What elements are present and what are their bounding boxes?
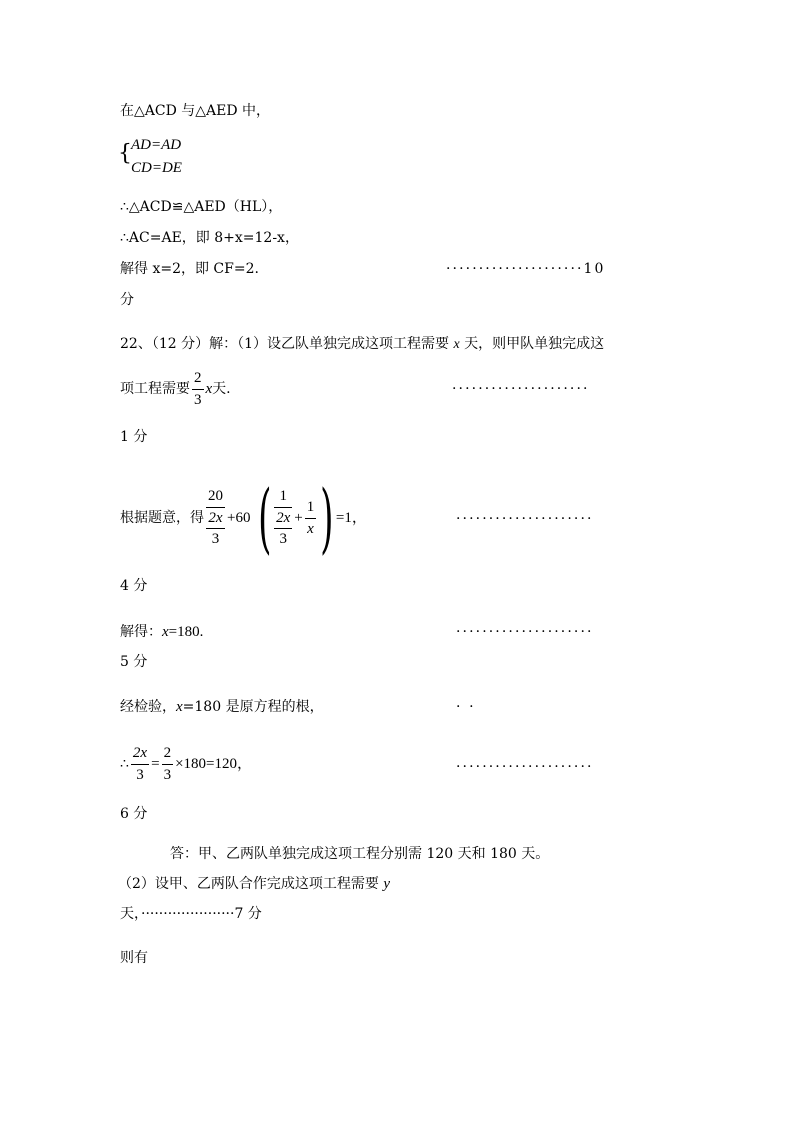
right-paren: ) [320,473,334,562]
answer-part1: 答：甲、乙两队单独完成这项工程分别需 120 天和 180 天。 [170,846,550,862]
line-congruence: ∴△ACD≌△AED（HL）， [120,199,283,215]
score-6: 6 分 [120,806,148,822]
denominator-compound [206,510,224,548]
line-ac-ae: ∴AC=AE，即 8+x=12-x， [120,230,299,246]
fraction-2-over-3-result [162,745,174,783]
equation-cd: CD=DE [131,160,182,176]
line-jia-result [120,745,252,783]
numerator-2x-b: 2x [276,509,291,526]
solution-pre: 解得： [120,624,162,640]
score-5: 5 分 [120,654,148,670]
plus-sign: + [294,509,303,526]
fraction-2x-over-3 [206,510,224,548]
numerator-1a: 1 [279,488,287,505]
part2-var-y: y [383,876,391,892]
score-dots-4: ····················· [456,511,594,527]
equals-sign: = [151,755,160,772]
fraction-1-over-2x3 [274,488,292,548]
numerator-20: 20 [208,488,223,505]
verification-post: =180 是原方程的根， [182,699,324,715]
fraction-numerator: 2 [194,370,202,386]
line-verification [120,700,324,715]
part2-pre: （2）设甲、乙两队合作完成这项工程需要 [118,876,379,892]
numerator-2x: 2x [208,509,223,526]
score-dots-10: ·····················10 [446,261,606,277]
equals-one: =1， [335,509,367,526]
result-numerator-2: 2 [163,745,172,761]
score-dots-6: ····················· [456,759,594,775]
fraction-1-over-x [305,499,317,537]
fraction-denominator: 3 [194,391,202,408]
fraction-20-over-2x3 [206,488,225,548]
therefore-sign: ∴ [120,756,129,772]
system-brace: { [118,141,132,166]
score-dots-partial: · · [456,699,476,715]
line-triangle-intro: 在△ACD 与△AED 中， [120,103,271,119]
score-1: 1 分 [120,429,148,445]
denominator-3: 3 [211,531,220,548]
line-solution [120,625,203,640]
left-paren: ( [258,473,272,562]
result-product: ×180=120， [175,755,252,772]
line-jia-days [120,370,231,408]
denominator-x: x [307,520,314,537]
verification-pre: 经检验， [120,699,176,715]
score-unit: 分 [120,292,134,308]
verification-var-x: x [176,699,183,715]
jia-days-post: 天. [212,381,231,397]
score-dots-1: ····················· [452,381,590,397]
solution-var-x: x [162,624,169,640]
score-4: 4 分 [120,578,148,594]
fraction-2x-over-3-b [274,510,292,548]
solution-value: =180. [168,624,204,640]
q22-tail-text: 天，则甲队单独完成这 [464,336,605,352]
result-denominator-3b: 3 [163,766,172,783]
line-then: 则有 [120,950,148,966]
jia-days-pre: 项工程需要 [120,381,190,397]
jia-days-var-x: x [205,380,213,397]
score-dots-5: ····················· [456,624,594,640]
numerator-1b: 1 [306,499,315,515]
result-numerator-2x: 2x [132,745,148,761]
denominator-compound-b [274,510,292,548]
equation-ad: AD=AD [131,137,182,153]
part2-setup [118,877,390,892]
fraction-2x-over-3-result [131,745,149,783]
equation-pre: 根据题意，得 [120,510,204,526]
denominator-3-b: 3 [279,531,287,548]
result-denominator-3: 3 [136,766,144,783]
question-22-heading [120,337,604,352]
line-equation [120,473,367,562]
line-days-score7: 天，·····················7 分 [120,906,262,922]
line-solve-x: 解得 x=2，即 CF=2. [120,261,259,277]
fraction-two-thirds [192,370,204,408]
q22-head-text: 22、（12 分）解：（1）设乙队单独完成这项工程需要 [120,336,449,352]
plus-60: +60 [227,509,251,526]
q22-var-x: x [453,337,460,352]
